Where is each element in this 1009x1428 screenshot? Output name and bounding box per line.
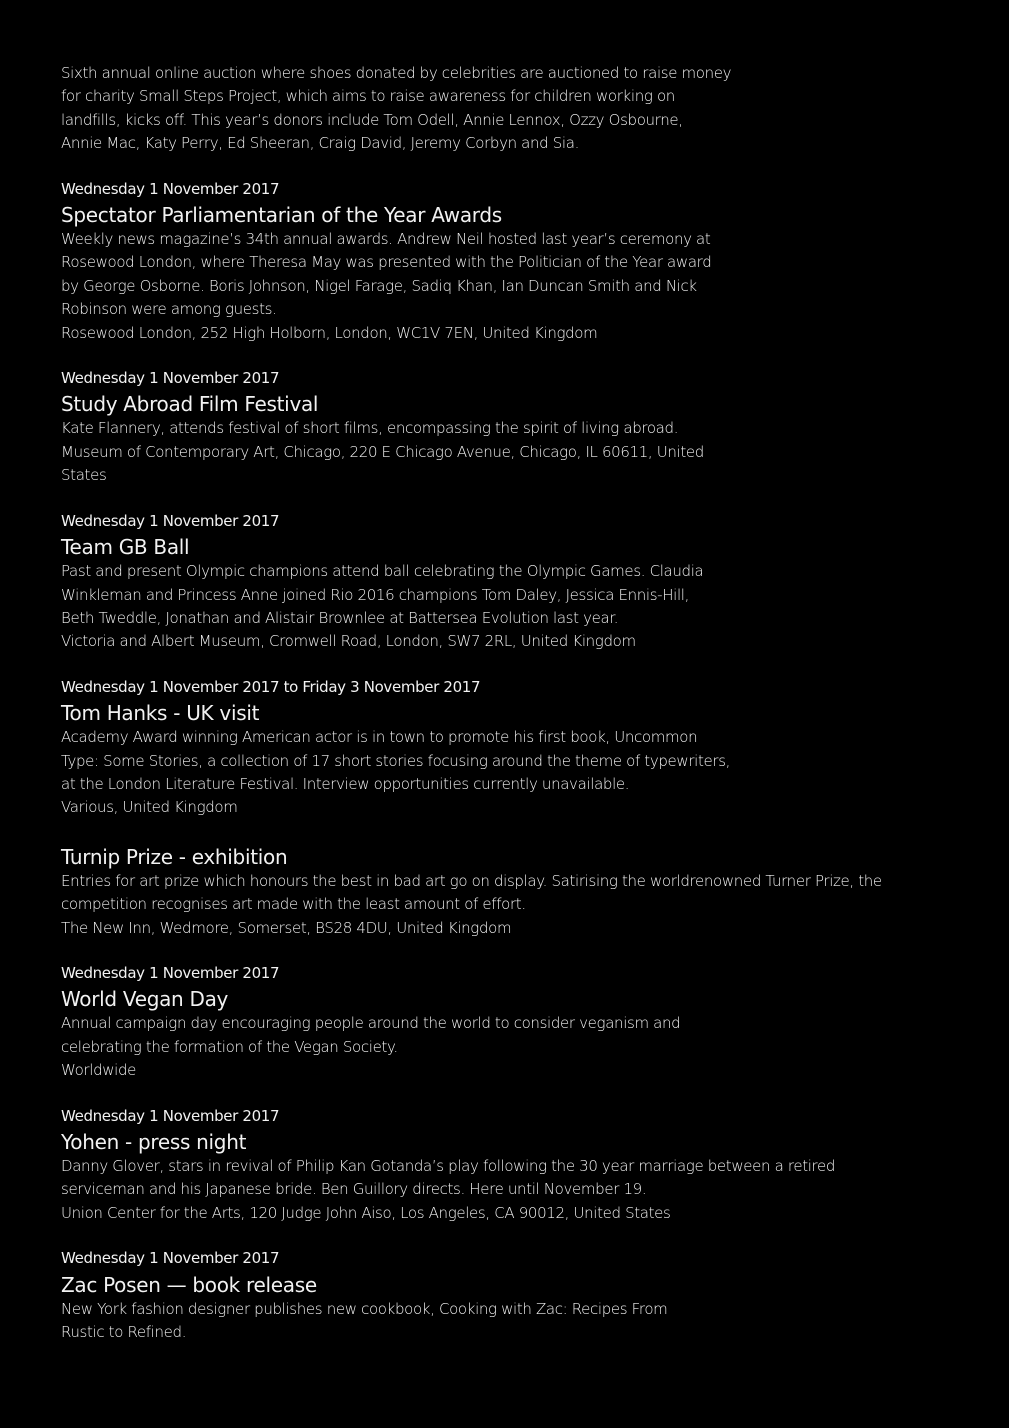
event-date: Wednesday 1 November 2017 xyxy=(61,963,280,982)
event-description-line: Entries for art prize which honours the best in bad art go on display. Satirising the worldrenowned Turner Prize, the xyxy=(61,871,882,890)
event-description-line: Academy Award winning American actor is in town to promote his first book, Uncommon xyxy=(61,728,698,747)
event-title: World Vegan Day xyxy=(61,987,229,1012)
event-date: Wednesday 1 November 2017 xyxy=(61,1106,280,1125)
event-entry xyxy=(61,1105,951,1226)
intro-line: landfills, kicks off. This year’s donors include Tom Odell, Annie Lennox, Ozzy Osbourne, xyxy=(61,110,683,129)
event-title: Study Abroad Film Festival xyxy=(61,392,319,417)
event-description-line: celebrating the formation of the Vegan Society. xyxy=(61,1037,398,1056)
event-description-line: Past and present Olympic champions attend ball celebrating the Olympic Games. Claudia xyxy=(61,562,704,581)
event-location: The New Inn, Wedmore, Somerset, BS28 4DU, United Kingdom xyxy=(61,918,512,937)
event-entry xyxy=(61,676,951,820)
event-location: Worldwide xyxy=(61,1061,137,1080)
event-description-line: serviceman and his Japanese bride. Ben Guillory directs. Here until November 19. xyxy=(61,1180,647,1199)
event-description-line: Weekly news magazine’s 34th annual awards. Andrew Neil hosted last year’s ceremony at xyxy=(61,230,711,249)
event-entry xyxy=(61,178,951,345)
event-description-line: by George Osborne. Boris Johnson, Nigel Farage, Sadiq Khan, Ian Duncan Smith and Nick xyxy=(61,276,697,295)
event-description-line: at the London Literature Festival. Interview opportunities currently unavailable. xyxy=(61,774,630,793)
event-description-line: competition recognises art made with the least amount of effort. xyxy=(61,895,526,914)
event-location: Union Center for the Arts, 120 Judge John Aiso, Los Angeles, CA 90012, United States xyxy=(61,1203,671,1222)
event-description-line: Beth Tweddle, Jonathan and Alistair Brownlee at Battersea Evolution last year. xyxy=(61,608,619,627)
event-date: Wednesday 1 November 2017 xyxy=(61,369,280,388)
event-entry xyxy=(61,844,951,940)
event-title: Tom Hanks - UK visit xyxy=(61,701,260,726)
event-title: Turnip Prize - exhibition xyxy=(61,844,288,869)
event-entry xyxy=(61,367,951,488)
event-entry xyxy=(61,962,951,1083)
event-location: Museum of Contemporary Art, Chicago, 220 E Chicago Avenue, Chicago, IL 60611, United xyxy=(61,442,704,461)
event-date: Wednesday 1 November 2017 xyxy=(61,511,280,530)
intro-line: Sixth annual online auction where shoes donated by celebrities are auctioned to raise money xyxy=(61,64,732,82)
intro-line: Annie Mac, Katy Perry, Ed Sheeran, Craig David, Jeremy Corbyn and Sia. xyxy=(61,134,580,153)
intro-paragraph xyxy=(61,62,951,156)
event-title: Yohen - press night xyxy=(61,1130,247,1154)
event-description-line: Winkleman and Princess Anne joined Rio 2016 champions Tom Daley, Jessica Ennis-Hill, xyxy=(61,585,690,604)
event-date: Wednesday 1 November 2017 xyxy=(61,179,280,198)
event-entry xyxy=(61,510,951,654)
event-date: Wednesday 1 November 2017 xyxy=(61,1249,280,1268)
event-description-line: Rosewood London, where Theresa May was presented with the Politician of the Year award xyxy=(61,253,712,272)
event-title: Zac Posen — book release xyxy=(61,1272,317,1297)
event-entry xyxy=(61,1247,951,1344)
event-title: Spectator Parliamentarian of the Year Awards xyxy=(61,203,502,228)
event-description-line: Robinson were among guests. xyxy=(61,300,277,319)
event-title: Team GB Ball xyxy=(61,535,190,560)
event-description-line: Rustic to Refined. xyxy=(61,1323,187,1342)
event-location: Victoria and Albert Museum, Cromwell Road, London, SW7 2RL, United Kingdom xyxy=(61,632,636,651)
event-description-line: Type: Some Stories, a collection of 17 short stories focusing around the theme of typewriters, xyxy=(61,751,731,770)
event-date: Wednesday 1 November 2017 to Friday 3 November 2017 xyxy=(61,677,481,696)
event-description-line: Annual campaign day encouraging people around the world to consider veganism and xyxy=(61,1014,681,1033)
event-description-line: Kate Flannery, attends festival of short films, encompassing the spirit of living abroad. xyxy=(61,419,679,438)
event-location: Various, United Kingdom xyxy=(61,798,238,817)
event-location: Rosewood London, 252 High Holborn, London, WC1V 7EN, United Kingdom xyxy=(61,323,598,342)
event-listing-page xyxy=(61,62,951,1344)
event-description-line: New York fashion designer publishes new cookbook, Cooking with Zac: Recipes From xyxy=(61,1299,668,1318)
event-description-line: Danny Glover, stars in revival of Philip Kan Gotanda’s play following the 30 year marriage between a retired xyxy=(61,1157,836,1175)
intro-line: for charity Small Steps Project, which aims to raise awareness for children working on xyxy=(61,87,675,106)
event-location: States xyxy=(61,466,107,485)
